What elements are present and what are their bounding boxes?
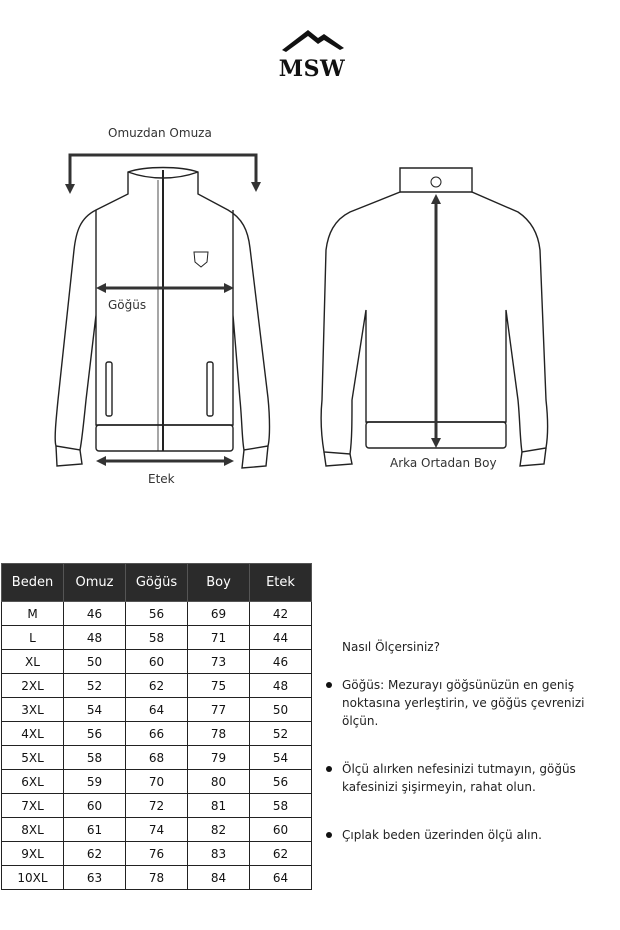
table-cell: 54 — [64, 698, 126, 722]
table-cell: 50 — [64, 650, 126, 674]
chest-label: Göğüs — [108, 298, 147, 312]
table-row — [2, 818, 312, 842]
table-cell: 5XL — [2, 746, 64, 770]
table-row — [2, 794, 312, 818]
table-cell: 10XL — [2, 866, 64, 890]
table-cell: 58 — [126, 626, 188, 650]
guide-item: Ölçü alırken nefesinizi tutmayın, göğüs kafesinizi şişirmeyin, rahat olun. — [342, 760, 612, 796]
table-cell: L — [2, 626, 64, 650]
table-cell: 76 — [126, 842, 188, 866]
bullet-icon — [326, 682, 332, 688]
table-cell: 60 — [126, 650, 188, 674]
header-omuz: Omuz — [64, 564, 126, 602]
table-cell: 80 — [188, 770, 250, 794]
table-cell: 6XL — [2, 770, 64, 794]
hem-label: Etek — [148, 472, 175, 486]
back-length-label: Arka Ortadan Boy — [390, 456, 497, 470]
header-etek: Etek — [250, 564, 312, 602]
table-cell: 81 — [188, 794, 250, 818]
header-boy: Boy — [188, 564, 250, 602]
table-row — [2, 674, 312, 698]
table-cell: 56 — [64, 722, 126, 746]
back-jacket-body — [321, 168, 547, 454]
table-cell: 63 — [64, 866, 126, 890]
table-cell: 69 — [188, 602, 250, 626]
table-cell: 77 — [188, 698, 250, 722]
bullet-icon — [326, 832, 332, 838]
table-cell: 78 — [188, 722, 250, 746]
table-row — [2, 722, 312, 746]
table-cell: 46 — [64, 602, 126, 626]
table-cell: 64 — [126, 698, 188, 722]
table-cell: 75 — [188, 674, 250, 698]
table-cell: 58 — [64, 746, 126, 770]
table-row — [2, 626, 312, 650]
table-cell: 72 — [126, 794, 188, 818]
table-cell: 42 — [250, 602, 312, 626]
table-cell: 71 — [188, 626, 250, 650]
table-cell: 58 — [250, 794, 312, 818]
table-cell: 9XL — [2, 842, 64, 866]
table-cell: 3XL — [2, 698, 64, 722]
table-cell: 50 — [250, 698, 312, 722]
guide-item: Göğüs: Mezurayı göğsünüzün en geniş noktasına yerleştirin, ve göğüs çevrenizi ölçün. — [342, 676, 612, 730]
table-cell: 79 — [188, 746, 250, 770]
table-cell: 78 — [126, 866, 188, 890]
table-row — [2, 842, 312, 866]
table-cell: 48 — [250, 674, 312, 698]
table-cell: 70 — [126, 770, 188, 794]
table-row — [2, 602, 312, 626]
table-cell: 46 — [250, 650, 312, 674]
measuring-guide — [342, 640, 612, 866]
table-header-row — [2, 564, 312, 602]
table-cell: 60 — [250, 818, 312, 842]
table-row — [2, 650, 312, 674]
jacket-measurement-diagram — [0, 100, 620, 500]
brand-name: MSW — [278, 56, 346, 82]
shoulder-label: Omuzdan Omuza — [108, 126, 212, 140]
table-cell: 48 — [64, 626, 126, 650]
table-cell: 52 — [250, 722, 312, 746]
table-cell: 62 — [126, 674, 188, 698]
table-cell: XL — [2, 650, 64, 674]
table-cell: 82 — [188, 818, 250, 842]
table-cell: 84 — [188, 866, 250, 890]
table-cell: 8XL — [2, 818, 64, 842]
table-cell: 83 — [188, 842, 250, 866]
table-cell: 62 — [250, 842, 312, 866]
table-cell: 56 — [126, 602, 188, 626]
table-cell: 2XL — [2, 674, 64, 698]
table-cell: M — [2, 602, 64, 626]
table-cell: 68 — [126, 746, 188, 770]
table-cell: 4XL — [2, 722, 64, 746]
table-row — [2, 866, 312, 890]
bullet-icon — [326, 766, 332, 772]
guide-question: Nasıl Ölçersiniz? — [342, 640, 440, 654]
table-cell: 66 — [126, 722, 188, 746]
front-badge-icon — [194, 252, 208, 267]
size-table — [1, 563, 312, 890]
table-row — [2, 698, 312, 722]
table-cell: 56 — [250, 770, 312, 794]
table-cell: 64 — [250, 866, 312, 890]
header-beden: Beden — [2, 564, 64, 602]
table-cell: 62 — [64, 842, 126, 866]
table-row — [2, 746, 312, 770]
table-cell: 60 — [64, 794, 126, 818]
table-cell: 54 — [250, 746, 312, 770]
table-cell: 61 — [64, 818, 126, 842]
front-waistband — [96, 425, 233, 451]
table-cell: 52 — [64, 674, 126, 698]
table-cell: 59 — [64, 770, 126, 794]
table-cell: 74 — [126, 818, 188, 842]
table-cell: 7XL — [2, 794, 64, 818]
header-gogus: Göğüs — [126, 564, 188, 602]
guide-item: Çıplak beden üzerinden ölçü alın. — [342, 826, 612, 844]
table-cell: 73 — [188, 650, 250, 674]
table-row — [2, 770, 312, 794]
table-cell: 44 — [250, 626, 312, 650]
